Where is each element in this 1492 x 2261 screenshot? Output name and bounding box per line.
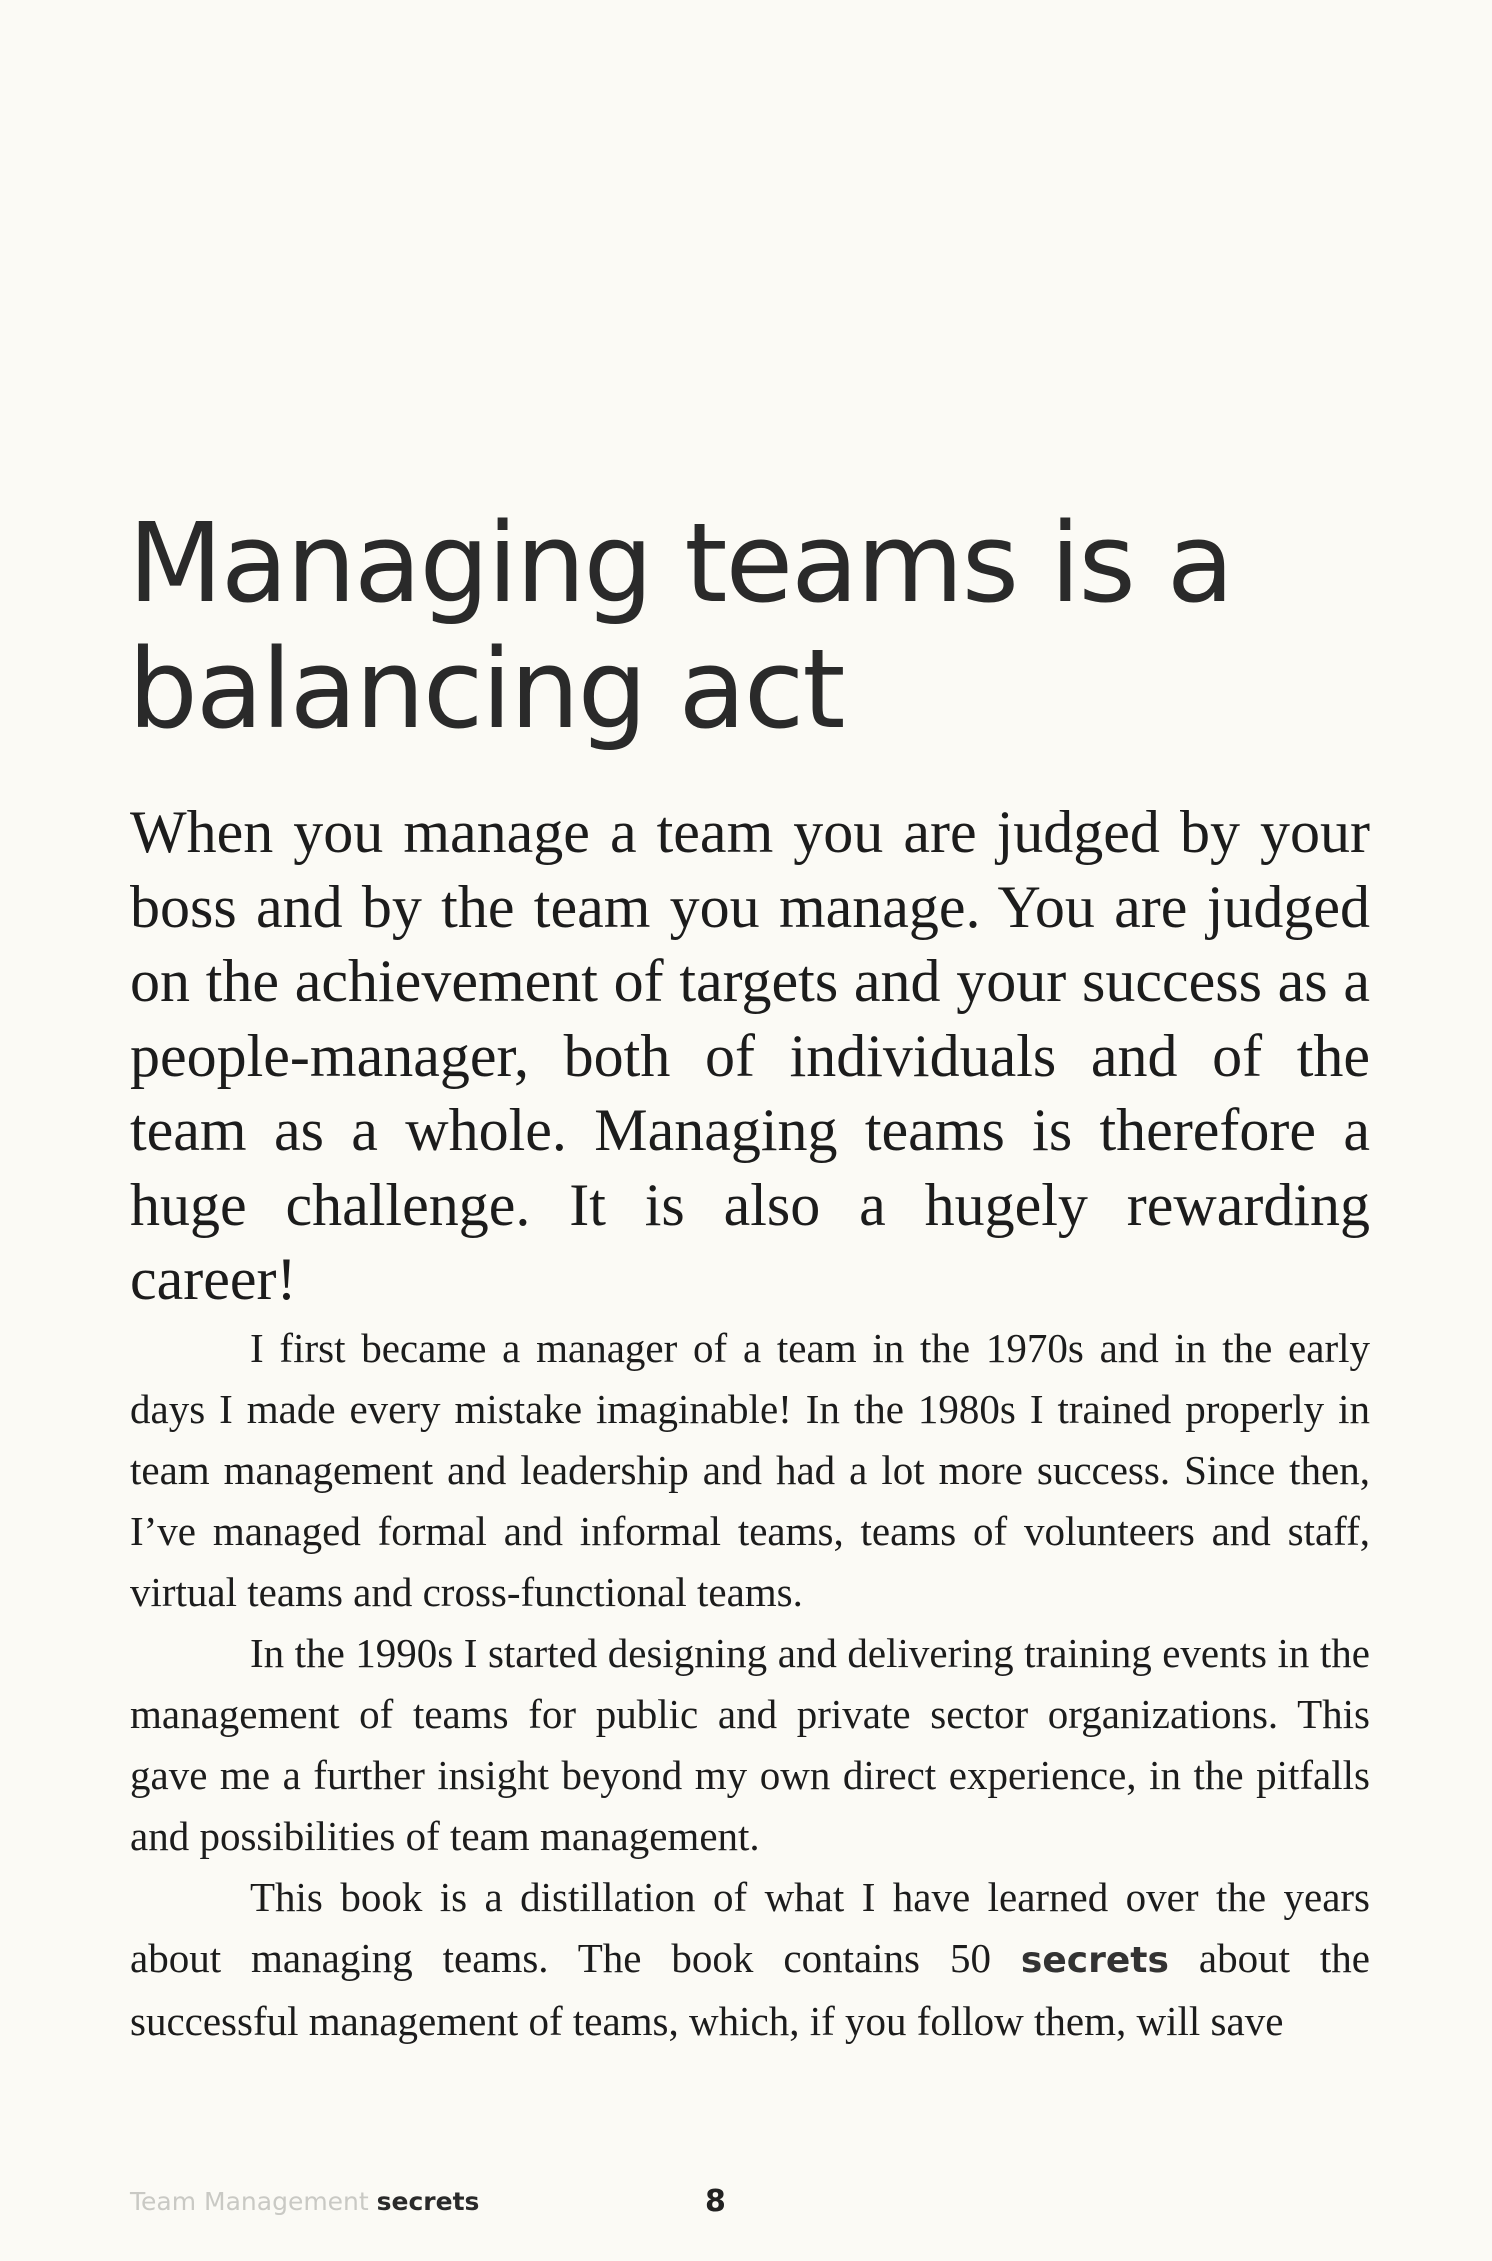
- intro-paragraph: When you manage a team you are judged by your boss and by the team you manage. You are judged on the achievement of targets and your success as a people-manager, both of individuals and of the team as a whole. Managing teams is therefore a huge challenge. It is also a hugely rewarding career!: [130, 799, 1370, 1312]
- body-paragraph-3-end: about the successful management of teams, which, if you follow them, will save: [130, 1935, 1370, 2044]
- heading-line-2: balancing act: [128, 625, 844, 753]
- page-footer: [0, 2182, 1492, 2232]
- body-paragraph-1: I first became a manager of a team in the 1970s and in the early days I made every mistake imaginable! In the 1980s I trained properly in team management and leadership and had a lot more success. Since then, I’ve managed formal and informal teams, teams of volunteers and staff, virtual teams and cross-functional teams.: [130, 1325, 1370, 1615]
- footer-title-bold: secrets: [376, 2187, 480, 2216]
- page-number: 8: [705, 2184, 726, 2219]
- chapter-heading: [128, 500, 1368, 752]
- body-paragraph-2: In the 1990s I started designing and delivering training events in the management of teams for public and private sector organizations. This gave me a further insight beyond my own direct experience, in the pitfalls and possibilities of team management.: [130, 1630, 1370, 1859]
- heading-line-1: Managing teams is a: [128, 499, 1233, 627]
- footer-title-light: Team Management: [130, 2187, 377, 2216]
- body-paragraph-3: [130, 1867, 1370, 2052]
- body-paragraph-3-start: This book is a distillation of what I have learned over the years about managing teams. The book contains 50: [130, 1874, 1370, 1981]
- body-text: [130, 1318, 1370, 2052]
- secrets-emphasis: secrets: [1020, 1940, 1169, 1981]
- footer-book-title: [130, 2182, 479, 2222]
